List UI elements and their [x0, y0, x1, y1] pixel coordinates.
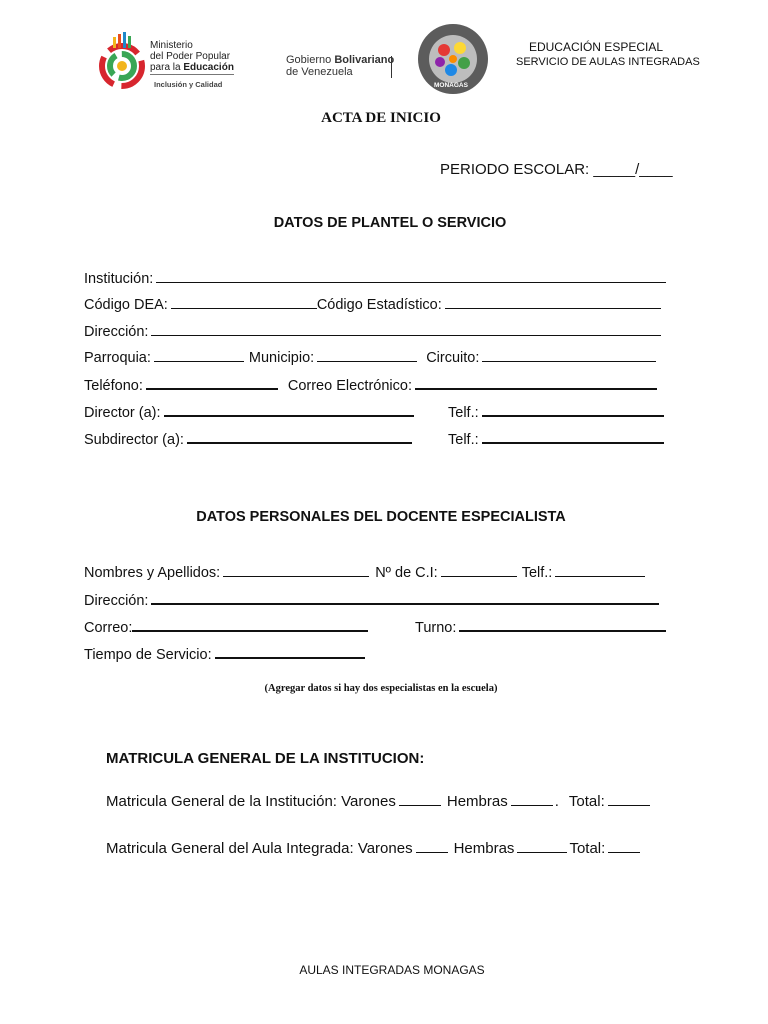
- direccion-field[interactable]: [151, 322, 661, 336]
- ministerio-logo: [98, 30, 248, 96]
- section-plantel-heading: DATOS DE PLANTEL O SERVICIO: [273, 215, 507, 231]
- direccion-docente-row: [84, 590, 659, 609]
- ministerio-line1: Ministerio: [150, 40, 193, 51]
- hembras-aula-field[interactable]: [517, 839, 567, 853]
- ee-line2: SERVICIO DE AULAS INTEGRADAS: [516, 56, 700, 68]
- subdirector-field[interactable]: [187, 429, 412, 444]
- codigo-estadistico-label: Código Estadístico:: [316, 297, 442, 313]
- gobierno-logo: [286, 54, 394, 78]
- direccion-label: Dirección:: [84, 324, 149, 340]
- nombres-field[interactable]: [223, 563, 369, 577]
- nombres-label: Nombres y Apellidos:: [84, 565, 221, 581]
- ci-label: Nº de C.I:: [375, 565, 438, 581]
- municipio-label: Municipio:: [248, 350, 315, 366]
- educacion-especial-seal: [416, 22, 490, 96]
- telf2-label: Telf.:: [448, 432, 479, 448]
- hembras-label: Hembras: [446, 793, 508, 810]
- ministerio-line3: para la: [150, 62, 184, 73]
- varones-institucion-field[interactable]: [399, 792, 441, 806]
- turno-row: [415, 617, 666, 636]
- varones-aula-field[interactable]: [416, 839, 448, 853]
- telf-docente-label: Telf.:: [521, 565, 553, 581]
- director-field[interactable]: [164, 402, 414, 417]
- correo-docente-label: Correo:: [84, 620, 133, 636]
- turno-label: Turno:: [415, 620, 457, 636]
- total-aula-label: Total:: [569, 840, 606, 857]
- document-title: ACTA DE INICIO: [321, 110, 441, 126]
- subdirector-label: Subdirector (a):: [84, 432, 184, 448]
- correo-electronico-label: Correo Electrónico:: [287, 378, 412, 394]
- circuito-field[interactable]: [482, 348, 656, 362]
- direccion-docente-field[interactable]: [151, 590, 659, 605]
- institucion-field[interactable]: [156, 269, 666, 283]
- parroquia-label: Parroquia:: [84, 350, 151, 366]
- circuito-label: Circuito:: [426, 350, 480, 366]
- section-docente-heading: DATOS PERSONALES DEL DOCENTE ESPECIALISTA: [196, 509, 566, 525]
- gobierno-line1b: Bolivariano: [334, 54, 395, 66]
- telf2-field[interactable]: [482, 429, 664, 444]
- hembras-institucion-field[interactable]: [511, 792, 553, 806]
- parroquia-field[interactable]: [154, 348, 244, 362]
- hembras-aula-label: Hembras: [453, 840, 515, 857]
- tiempo-field[interactable]: [215, 644, 365, 659]
- codigo-dea-label: Código DEA:: [84, 297, 168, 313]
- telf1-field[interactable]: [482, 402, 664, 417]
- seal-bottom-text: MONAGAS: [434, 82, 468, 89]
- director-label: Director (a):: [84, 405, 161, 421]
- correo-docente-field[interactable]: [132, 617, 368, 632]
- matricula-institucion-row: Matricula General de la Institución: Varones Hembras . Total:: [106, 792, 650, 810]
- matricula-aula-row: [106, 839, 640, 857]
- telf1-label: Telf.:: [448, 405, 479, 421]
- telefono-row: [84, 375, 657, 394]
- correo-docente-row: [84, 617, 368, 636]
- turno-field[interactable]: [459, 617, 666, 632]
- ci-field[interactable]: [441, 563, 517, 577]
- footer-text: AULAS INTEGRADAS MONAGAS: [299, 963, 485, 977]
- matricula-institucion-label: Matricula General de la Institución: Varones: [106, 793, 396, 810]
- nombres-row: [84, 563, 645, 581]
- ubicacion-row: [84, 348, 656, 366]
- periodo-escolar: PERIODO ESCOLAR: _____/____: [440, 161, 673, 178]
- codigo-dea-field[interactable]: [171, 295, 317, 309]
- total-institucion-label: Total:: [568, 793, 605, 810]
- ministerio-subtitle: Inclusión y Calidad: [154, 80, 223, 89]
- ministerio-line2: del Poder Popular: [150, 51, 231, 62]
- subdirector-row: [84, 429, 412, 448]
- educacion-especial-heading: [516, 40, 700, 70]
- ee-line1: EDUCACIÓN ESPECIAL: [528, 40, 664, 54]
- section-matricula-heading: MATRICULA GENERAL DE LA INSTITUCION:: [106, 750, 425, 767]
- ministerio-emblem-icon: [98, 30, 146, 96]
- total-aula-field[interactable]: [608, 839, 640, 853]
- tiempo-row: [84, 644, 365, 663]
- direccion-docente-label: Dirección:: [84, 593, 149, 609]
- municipio-field[interactable]: [317, 348, 417, 362]
- note-two-specialists: (Agregar datos si hay dos especialistas en la escuela): [264, 683, 498, 694]
- telefono-label: Teléfono:: [84, 378, 143, 394]
- gobierno-line2: de Venezuela: [286, 66, 353, 78]
- tiempo-label: Tiempo de Servicio:: [84, 647, 212, 663]
- institucion-label: Institución:: [84, 271, 154, 287]
- telf-docente-field[interactable]: [555, 563, 645, 577]
- institucion-row: [84, 269, 666, 287]
- correo-electronico-field[interactable]: [415, 375, 657, 390]
- telf2-row: [448, 429, 664, 448]
- codigo-estadistico-field[interactable]: [445, 295, 661, 309]
- director-row: [84, 402, 414, 421]
- gobierno-line1a: Gobierno: [286, 54, 335, 66]
- ministerio-line3-bold: Educación: [183, 62, 234, 73]
- direccion-row: [84, 322, 661, 340]
- codigo-row: [84, 295, 661, 313]
- total-institucion-field[interactable]: [608, 792, 650, 806]
- telefono-field[interactable]: [146, 375, 278, 390]
- telf1-row: [448, 402, 664, 421]
- matricula-aula-label: Matricula General del Aula Integrada: Varones: [106, 840, 413, 857]
